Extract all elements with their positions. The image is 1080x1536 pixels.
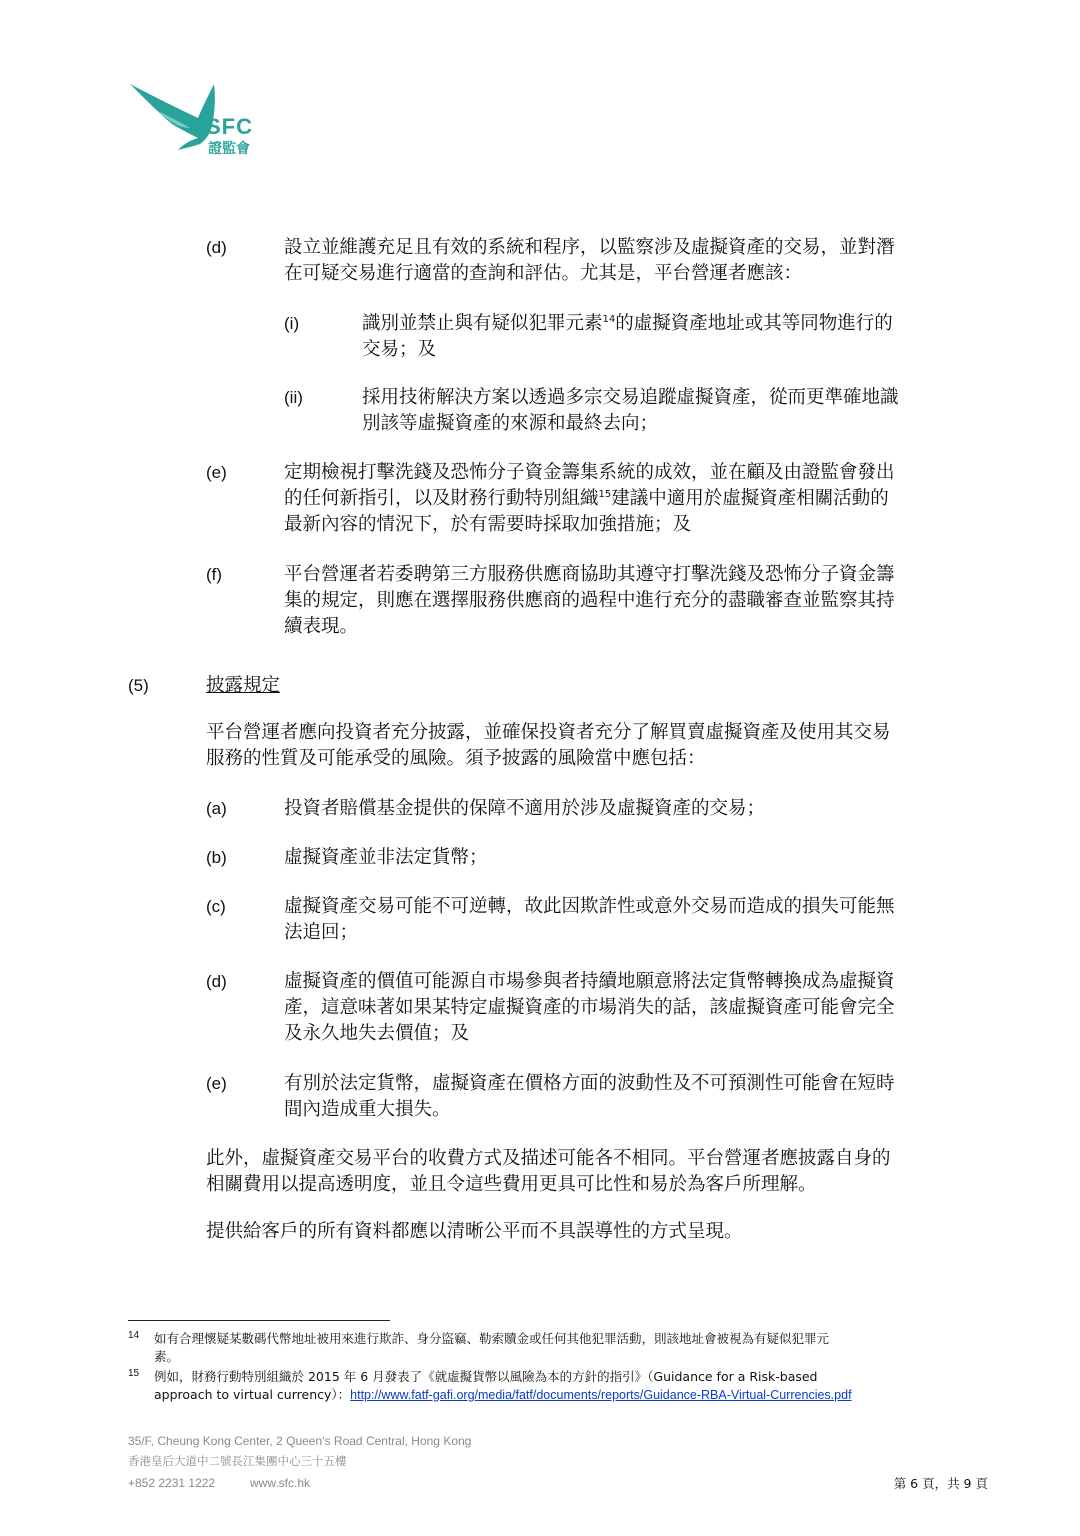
- item-f-label: (f): [206, 565, 223, 584]
- logo-chinese: 證監會: [208, 141, 250, 157]
- item-e-text: [284, 460, 964, 538]
- item-e-text-b: 建議中適用於虛擬資產相關活動的 最新內容的情況下，於有需要時採取加強措施；及: [284, 488, 889, 535]
- item-d-i-text: [362, 311, 962, 363]
- footnote-divider: [128, 1320, 390, 1321]
- item-d-text: 設立並維護充足且有效的系統和程序，以監察涉及虛擬資產的交易，並對潛 在可疑交易進行適當的查詢和評估。尤其是，平台營運者應該：: [284, 237, 895, 284]
- item-d-i-label: (i): [284, 314, 300, 333]
- section-5-para-2: 提供給客戶的所有資料都應以清晰公平而不具誤導性的方式呈現。: [206, 1221, 743, 1242]
- section-5-number: (5): [128, 676, 149, 695]
- footnote-14-number: 14: [128, 1330, 140, 1341]
- footer-address-en: 35/F, Cheung Kong Center, 2 Queen’s Road Central, Hong Kong: [128, 1434, 472, 1448]
- item-d-i-text-b: 的虛擬資產地址或其等同物進行的 交易；及: [362, 313, 893, 360]
- footnote-ref-14[interactable]: 14: [602, 313, 616, 325]
- footnote-14-text: 如有合理懷疑某數碼代幣地址被用來進行欺詐、身分盜竊、勒索贖金或任何其他犯罪活動，則該地址會被視為有疑似犯罪元 素。: [154, 1331, 830, 1364]
- footnote-15-link[interactable]: http://www.fatf-gafi.org/media/fatf/documents/reports/Guidance-RBA-Virtual-Currencies.pdf: [350, 1388, 852, 1402]
- footer-website[interactable]: www.sfc.hk: [250, 1476, 311, 1490]
- logo-brand: SFC: [206, 114, 253, 139]
- risk-c-label: (c): [206, 897, 226, 916]
- risk-d-label: (d): [206, 972, 227, 991]
- page-number: 第 6 頁，共 9 頁: [893, 1476, 988, 1491]
- item-d-ii-text: 採用技術解決方案以透過多宗交易追蹤虛擬資產，從而更準確地識 別該等虛擬資產的來源和最終去向；: [362, 387, 899, 434]
- item-d-ii-label: (ii): [284, 388, 303, 407]
- risk-e-text: 有別於法定貨幣，虛擬資產在價格方面的波動性及不可預測性可能會在短時 間內造成重大損失。: [284, 1073, 895, 1120]
- risk-e-label: (e): [206, 1074, 227, 1093]
- item-d-label: (d): [206, 238, 227, 257]
- footnote-15-number: 15: [128, 1368, 140, 1379]
- footnote-ref-15[interactable]: 15: [598, 488, 612, 500]
- risk-b-text: 虛擬資產並非法定貨幣；: [284, 847, 488, 868]
- section-5-para-1: 此外，虛擬資產交易平台的收費方式及描述可能各不相同。平台營運者應披露自身的 相關費用以提高透明度，並且令這些費用更具可比性和易於為客戶所理解。: [206, 1148, 891, 1195]
- risk-b-label: (b): [206, 848, 227, 867]
- footer-phone: +852 2231 1222: [128, 1476, 216, 1490]
- footnote-15-text: [154, 1368, 974, 1404]
- risk-c-text: 虛擬資產交易可能不可逆轉，故此因欺詐性或意外交易而造成的損失可能無 法追回；: [284, 896, 895, 943]
- footnote-15-body: 例如，財務行動特別組織於 2015 年 6 月發表了《就虛擬貨幣以風險為本的方針的指引》（Guidance for a Risk-based approach to virtual currency）：: [154, 1369, 818, 1402]
- item-e-label: (e): [206, 463, 227, 482]
- section-5-intro: 平台營運者應向投資者充分披露，並確保投資者充分了解買賣虛擬資產及使用其交易 服務的性質及可能承受的風險。須予披露的風險當中應包括：: [206, 722, 891, 769]
- risk-d-text: 虛擬資產的價值可能源自市場參與者持續地願意將法定貨幣轉換成為虛擬資 產，這意味著如果某特定虛擬資產的市場消失的話，該虛擬資產可能會完全 及永久地失去價值；及: [284, 971, 895, 1044]
- risk-a-label: (a): [206, 799, 227, 818]
- item-e-text-a: 定期檢視打擊洗錢及恐怖分子資金籌集系統的成效，並在顧及由證監會發出 的任何新指引，以及財務行動特別組織: [284, 462, 895, 509]
- section-5-title: 披露規定: [206, 675, 281, 696]
- item-d-i-text-a: 識別並禁止與有疑似犯罪元素: [362, 313, 603, 334]
- risk-a-text: 投資者賠償基金提供的保障不適用於涉及虛擬資產的交易；: [284, 798, 766, 819]
- footer-address-zh: 香港皇后大道中二號長江集團中心三十五樓: [128, 1454, 347, 1468]
- sfc-logo: [128, 78, 268, 158]
- item-f-text: 平台營運者若委聘第三方服務供應商協助其遵守打擊洗錢及恐怖分子資金籌 集的規定，則應在選擇服務供應商的過程中進行充分的盡職審查並監察其持 續表現。: [284, 564, 895, 637]
